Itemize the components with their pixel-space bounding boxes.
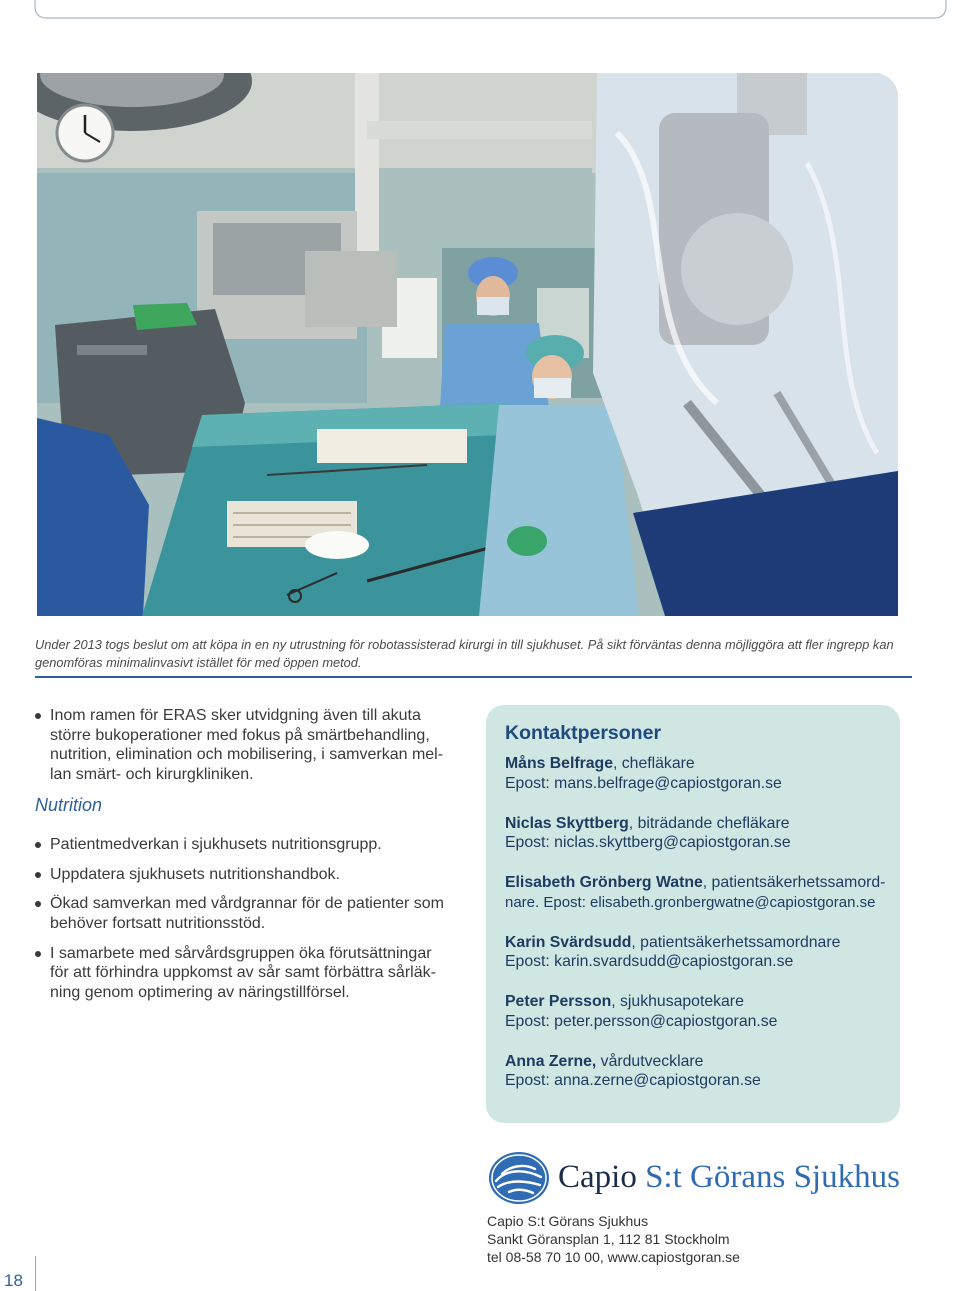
contact-email: Epost: karin.svardsudd@capiostgoran.se: [505, 953, 794, 971]
boom-column: [355, 73, 379, 253]
contact-name: Karin Svärdsudd: [505, 933, 632, 951]
bullet-text-line: ning genom optimering av näringstillförsel.: [50, 984, 350, 1002]
contact-name: Niclas Skyttberg: [505, 814, 629, 832]
logo-hospital-name: S:t Görans Sjukhus: [645, 1159, 900, 1195]
contact-name-row: [505, 933, 900, 953]
bullet-text-line: Patientmedverkan i sjukhusets nutritionsgrupp.: [50, 835, 382, 853]
left-column: [35, 706, 465, 1013]
contact-name-row: [505, 1052, 900, 1072]
bullet-text-line: I samarbete med sårvårdsgruppen öka förutsättningar: [50, 944, 432, 962]
contact-entry: [505, 933, 900, 972]
nurse-mask: [534, 378, 571, 398]
boom-arm: [367, 121, 607, 139]
contact-entry: [505, 754, 900, 793]
contact-role: , patientsäkerhetssamord-: [702, 874, 886, 892]
address-line: Capio S:t Görans Sjukhus: [487, 1213, 649, 1229]
console-band: [77, 345, 147, 355]
bullet-text-line: lan smärt- och kirurgkliniken.: [50, 766, 254, 784]
bullet-dot: [35, 872, 41, 878]
contact-email: Epost: anna.zerne@capiostgoran.se: [505, 1072, 761, 1090]
bullet-item: [35, 865, 465, 885]
contact-name: Peter Persson: [505, 993, 612, 1011]
surgery-photo-illustration: [37, 73, 898, 616]
bullet-text-line: för att förhindra uppkomst av sår samt förbättra sårläk-: [50, 964, 436, 982]
contact-role: , biträdande chefläkare: [628, 814, 790, 832]
caption-line: Under 2013 togs beslut om att köpa in en ny utrustning för robotassisterad kirurgi in till sjukhuset. På sikt förväntas denna möjliggöra att fler ingrepp kan: [35, 637, 894, 652]
contact-role: vårdutvecklare: [596, 1052, 704, 1070]
bullet-text-line: större bukoperationer med fokus på smärtbehandling,: [50, 726, 430, 744]
contact-email: Epost: niclas.skyttberg@capiostgoran.se: [505, 834, 791, 852]
contact-entry: [505, 814, 900, 853]
page-number: 18: [4, 1271, 23, 1290]
contact-role: , sjukhusapotekare: [611, 993, 744, 1011]
bullet-dot: [35, 951, 41, 957]
bullet-text-line: Uppdatera sjukhusets nutritionshandbok.: [50, 865, 340, 883]
bullet-text-line: Ökad samverkan med vårdgrannar för de patienter som: [50, 895, 444, 913]
gauze: [305, 531, 369, 559]
robot-joint: [681, 213, 793, 325]
frame-curve: [35, 0, 946, 18]
bullet-item: [35, 706, 465, 785]
nurse-gown: [479, 405, 639, 616]
section-divider: [35, 676, 912, 678]
nutrition-heading: Nutrition: [35, 794, 103, 815]
bullet-dot: [35, 901, 41, 907]
contact-title: Kontaktpersoner: [505, 722, 662, 744]
surgeon-mask: [477, 297, 509, 315]
bullet-text-line: Inom ramen för ERAS sker utvidgning även till akuta: [50, 707, 421, 724]
caption-line: genomföras minimalinvasivt istället för med öppen metod.: [35, 655, 362, 670]
nurse-glove: [507, 526, 547, 556]
contact-email: Epost: mans.belfrage@capiostgoran.se: [505, 774, 782, 792]
contact-entry: [505, 873, 900, 912]
logo-brand: Capio: [558, 1159, 637, 1195]
contact-entry: [505, 1052, 900, 1091]
contact-role: , chefläkare: [612, 755, 695, 772]
tray-upper: [317, 429, 467, 463]
contact-entry: [505, 992, 900, 1031]
contact-name-row: [505, 873, 900, 893]
bullet-item: [35, 894, 465, 933]
contact-name: Anna Zerne,: [505, 1052, 597, 1070]
monitor-side-unit: [305, 251, 397, 327]
clasped-hands-oval-icon: [487, 1150, 551, 1206]
contact-role: , patientsäkerhetssamordnare: [631, 933, 841, 951]
address-line: Sankt Göransplan 1, 112 81 Stockholm: [487, 1231, 730, 1247]
capio-logo: [487, 1148, 907, 1208]
address-block: [487, 1212, 740, 1266]
bullet-text-line: nutrition, elimination och mobilisering, i samverkan mel-: [50, 746, 444, 764]
contact-name: Elisabeth Grönberg Watne: [505, 874, 703, 892]
address-line: tel 08-58 70 10 00, www.capiostgoran.se: [487, 1249, 740, 1265]
contact-name-row: [505, 992, 900, 1012]
contact-email: nare. Epost: elisabeth.gronbergwatne@capiostgoran.se: [505, 893, 876, 911]
contact-name-row: [505, 814, 900, 834]
bullet-item: [35, 944, 465, 1003]
wall-clock: [57, 105, 113, 161]
contact-box: [486, 705, 900, 1123]
photo-caption: [35, 636, 915, 672]
bullet-text-line: behöver fortsatt nutritionsstöd.: [50, 914, 266, 932]
contact-name: Måns Belfrage: [505, 755, 613, 772]
logo-wordmark: [558, 1157, 900, 1197]
bullet-dot: [35, 713, 41, 719]
bullet-dot: [35, 842, 41, 848]
contact-email: Epost: peter.persson@capiostgoran.se: [505, 1012, 778, 1030]
page-frame-line: [0, 0, 960, 24]
page-margin-line: [35, 1256, 36, 1291]
contact-name-row: [505, 754, 900, 774]
bullet-item: [35, 835, 465, 855]
surgery-photo: [37, 73, 898, 616]
